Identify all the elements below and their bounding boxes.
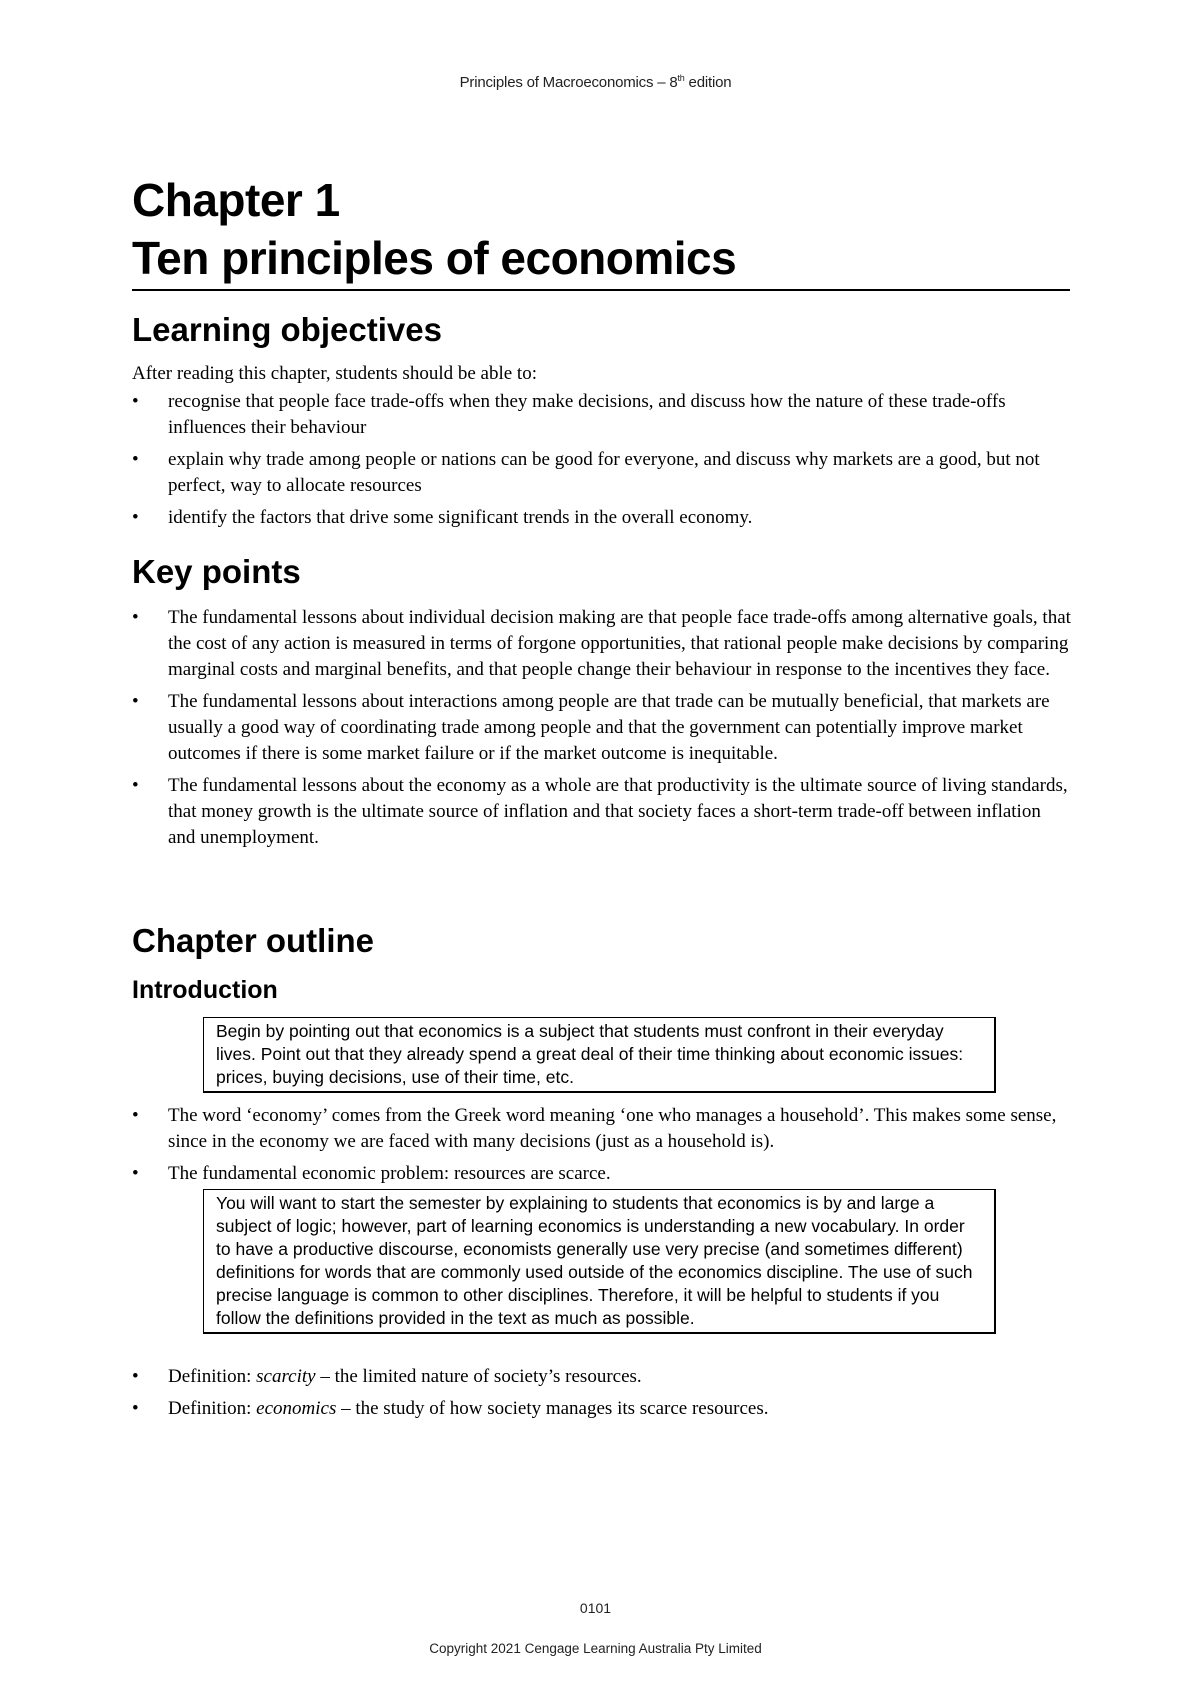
list-item: • explain why trade among people or nations can be good for everyone, and discuss why markets are a good, but not perfect, way to allocate resources xyxy=(132,447,1072,499)
list-item: • The word ‘economy’ comes from the Greek word meaning ‘one who manages a household’. This makes some sense, since in the economy we are faced with many decisions (just as a household is). xyxy=(132,1103,1072,1155)
running-header xyxy=(0,73,1191,91)
list-item: • The fundamental lessons about interactions among people are that trade can be mutually beneficial, that markets are usually a good way of coordinating trade among people and that the government can potentially improve market outcomes if there is some market failure or if the market outcome is inequitable. xyxy=(132,689,1072,767)
definition-item xyxy=(132,1364,1072,1390)
chapter-heading xyxy=(132,171,1070,291)
definition-text: – the study of how society manages its scarce resources. xyxy=(336,1398,769,1419)
learning-objectives-intro: After reading this chapter, students should be able to: xyxy=(132,363,537,384)
copyright-notice: Copyright 2021 Cengage Learning Australia Pty Limited xyxy=(429,1641,762,1656)
learning-objectives-list xyxy=(132,389,1072,537)
edition-superscript: th xyxy=(677,73,685,83)
learning-objectives-heading: Learning objectives xyxy=(132,311,442,348)
list-item: • The fundamental lessons about individual decision making are that people face trade-offs among alternative goals, that the cost of any action is measured in terms of forgone opportunities, that rational people make decisions by comparing marginal costs and marginal benefits, and that people change their behaviour in response to the incentives they face. xyxy=(132,605,1072,683)
definition-term: scarcity xyxy=(256,1366,316,1387)
definition-prefix: Definition: xyxy=(168,1398,257,1419)
list-item: • The fundamental economic problem: resources are scarce. xyxy=(132,1161,1072,1187)
key-points-list xyxy=(132,605,1072,857)
page-number: 0101 xyxy=(579,1600,612,1616)
list-item: • The fundamental lessons about the economy as a whole are that productivity is the ultimate source of living standards, that money growth is the ultimate source of inflation and that society faces a short-term trade-off between inflation and unemployment. xyxy=(132,773,1072,851)
instructor-note: You will want to start the semester by explaining to students that economics is by and large a subject of logic; however, part of learning economics is understanding a new vocabulary. In order to have a productive discourse, economists generally use very precise (and sometimes different) definitions for words that are commonly used outside of the economics discipline. The use of such precise language is common to other disciplines. Therefore, it will be helpful to students if you follow the definitions provided in the text as much as possible. xyxy=(203,1189,996,1334)
edition-label: edition xyxy=(684,74,732,91)
definition-prefix: Definition: xyxy=(168,1366,257,1387)
book-title: Principles of Macroeconomics – 8 xyxy=(459,74,678,91)
key-points-heading: Key points xyxy=(132,553,301,590)
chapter-number: Chapter 1 xyxy=(132,174,340,226)
list-item: • recognise that people face trade-offs when they make decisions, and discuss how the nature of these trade-offs influences their behaviour xyxy=(132,389,1072,441)
definitions-list xyxy=(132,1364,1072,1428)
definition-text: – the limited nature of society’s resources. xyxy=(315,1366,642,1387)
introduction-list xyxy=(132,1103,1072,1193)
introduction-heading: Introduction xyxy=(132,976,278,1004)
definition-item xyxy=(132,1396,1072,1422)
instructor-note: Begin by pointing out that economics is a subject that students must confront in their everyday lives. Point out that they already spend a great deal of their time thinking about economic issues: prices, buying decisions, use of their time, etc. xyxy=(203,1017,996,1093)
chapter-outline-heading: Chapter outline xyxy=(132,922,375,959)
list-item: • identify the factors that drive some significant trends in the overall economy. xyxy=(132,505,1072,531)
chapter-title: Ten principles of economics xyxy=(132,232,737,284)
definition-term: economics xyxy=(256,1398,337,1419)
